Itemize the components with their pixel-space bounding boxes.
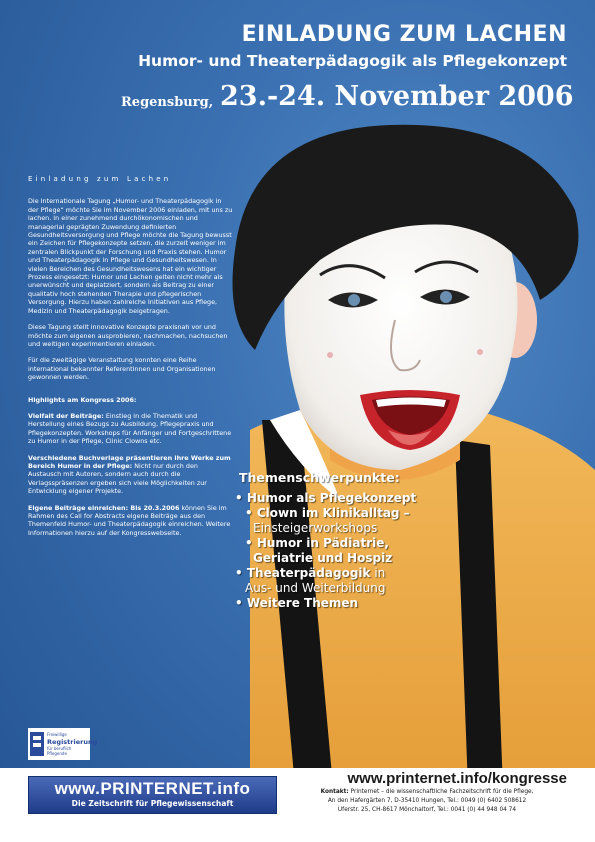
reg-line2: Registrierung: [47, 738, 98, 746]
intro-paragraph: Diese Tagung stellt innovative Konzepte praxisnah vor und möchte zum eigenen ausprobieren, nachmachen, nachsuchen und weitigen experimentieren einladen.: [28, 323, 228, 348]
highlight-item: Vielfalt der Beiträge: Einstieg in die Thematik und Herstellung eines Bezugs zu Ausbildung, Pflegepraxis und Pflegekonzepten. Workshops für Anfänger und Fortgeschrittene zu Humor in der Pflege, Clinic Clowns etc.: [28, 411, 232, 446]
themes-title: Themenschwerpunkte:: [239, 470, 400, 485]
theme-item: Geriatrie und Hospiz: [253, 551, 393, 565]
printernet-logo[interactable]: [28, 776, 277, 814]
intro-paragraph: Für die zweitägige Veranstaltung konnten eine Reihe international bekannter Referentinnen und Organisationen gewonnen werden.: [28, 356, 216, 382]
page-subtitle: Humor- und Theaterpädagogik als Pflegekonzept: [138, 52, 567, 70]
intro-heading: Einladung zum Lachen: [28, 175, 172, 183]
theme-item: • Humor als Pflegekonzept: [235, 491, 417, 505]
theme-subitem: Einsteigerworkshops: [253, 521, 378, 535]
printernet-logo-url: www.PRINTERNET.info: [54, 779, 251, 798]
highlights-heading: Highlights am Kongress 2006:: [28, 395, 137, 404]
page-title: EINLADUNG ZUM LACHEN: [241, 22, 567, 47]
theme-item: • Theaterpädagogik in: [235, 566, 386, 580]
theme-item: • Humor in Pädiatrie,: [245, 536, 389, 550]
event-place: Regensburg,: [121, 95, 214, 110]
reg-line1: Freiwillige: [47, 732, 67, 737]
theme-item: • Weitere Themen: [235, 596, 359, 610]
event-date: 23.-24. November 2006: [220, 81, 574, 112]
kongress-url-link[interactable]: www.printernet.info/kongresse: [347, 770, 567, 787]
printernet-logo-tagline: Die Zeitschrift für Pflegewissenschaft: [71, 799, 234, 808]
theme-subitem: Aus- und Weiterbildung: [245, 581, 386, 595]
highlight-item: Eigene Beiträge einreichen: Bis 20.3.2006 können Sie im Rahmen des Call for Abstracts eigene Beiträge aus den Themenfeld Humor- und Theaterpädagogik einreichen. Weitere Informationen hierzu auf der Kongresswebseite.: [28, 503, 231, 537]
reg-line4: Pflegende: [47, 751, 67, 756]
registration-logo: [28, 728, 98, 760]
themes-list: [235, 470, 475, 611]
text-column: [28, 175, 233, 545]
footer-contact: Kontakt: Printernet – die wissenschaftliche Fachzeitschrift für die Pflege, An den Hafergärten 7, D-35410 Hungen, Tel.: 0049 (0) 6402 508612 Uferstr. 25, CH-8617 Mönchaltorf, Tel.: 0041 (0) 44 948 04 74: [320, 789, 534, 813]
intro-paragraph: Die Internationale Tagung „Humor- und Theaterpädagogik in der Pflege“ möchte Sie im November 2006 einladen, mit uns zu lachen. In einer zunehmend durchökonomischen und managerial geprägten Zuwendung definierten Gesundheitsversorgung und Pflege möchte die Tagung bewusst ein Zeichen für Pflegekonzepte setzen, die zurzeit weniger im zentralen Blickpunkt der Forschung und Praxis stehen. Humor und Theaterpädagogik in Pflege und Gesundheitswesen. In vielen Bereichen des Gesundheitswesens hat ein wichtiger Prozess eingesetzt: Humor und Lachen gelten nicht mehr als unerwünscht und deplatziert, sondern als Beitrag zu einer qualitativ hoch stehenden Therapie und pflegerischen Versorgung. Hierzu haben zahlreiche Initiativen aus Pflege, Medizin und Theaterpädagogik beigetragen.: [28, 197, 233, 315]
highlight-item: Verschiedene Buchverlage präsentieren ihre Werke zum Bereich Humor in der Pflege: Nicht nur durch den Austausch mit Autoren, sondern auch durch die Verlagsspräsenzen ergeben sich viele Möglichkeiten zur Entwicklung eigener Projekte.: [28, 453, 231, 496]
theme-item: • Clown im Klinikalltag –: [245, 506, 410, 520]
reg-line3: für beruflich: [47, 746, 72, 751]
